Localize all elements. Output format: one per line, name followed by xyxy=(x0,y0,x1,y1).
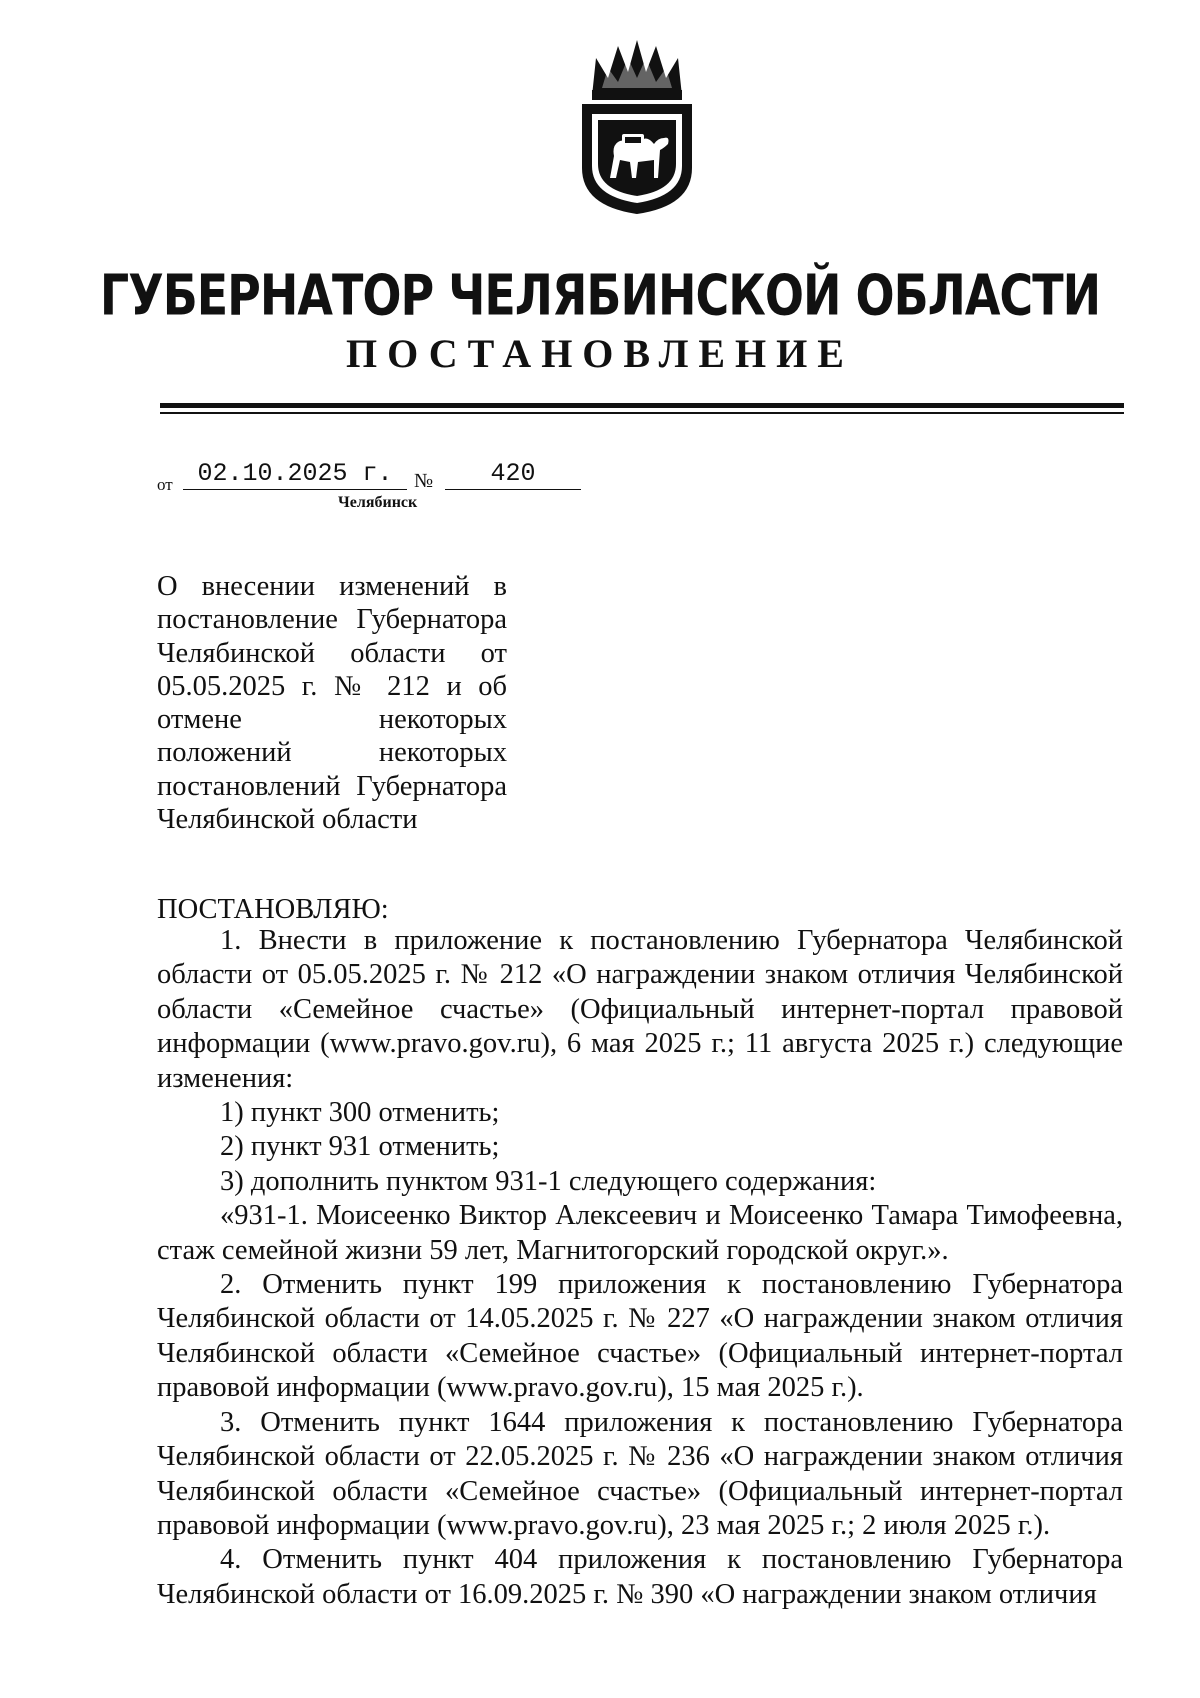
paragraph: «931-1. Моисеенко Виктор Алексеевич и Моисеенко Тамара Тимофеевна, стаж семейной жизни 59 лет, Магнитогорский городской округ.». xyxy=(157,1200,1123,1266)
paragraph: 3. Отменить пункт 1644 приложения к постановлению Губернатора Челябинской области от 22.05.2025 г. № 236 «О награждении знаком отличия Челябинской области «Семейное счастье» (Официальный интернет-портал правовой информации (www.pravo.gov.ru), 23 мая 2025 г.; 2 июля 2025 г.). xyxy=(157,1406,1123,1541)
paragraph: 2. Отменить пункт 199 приложения к постановлению Губернатора Челябинской области от 14.05.2025 г. № 227 «О награждении знаком отличия Челябинской области «Семейное счастье» (Официальный интернет-портал правовой информации (www.pravo.gov.ru), 15 мая 2025 г.). xyxy=(157,1269,1123,1404)
document-number: 420 xyxy=(445,459,581,490)
header-rule-thin xyxy=(160,412,1124,414)
resolve-heading: ПОСТАНОВЛЯЮ: xyxy=(157,894,389,925)
paragraph: 3) дополнить пунктом 931-1 следующего содержания: xyxy=(220,1165,877,1197)
header-rule-thick xyxy=(160,403,1124,408)
number-label: № xyxy=(414,470,434,492)
document-date: 02.10.2025 г. xyxy=(183,459,407,490)
document-city: Челябинск xyxy=(338,494,418,511)
paragraph: 2) пункт 931 отменить; xyxy=(220,1131,500,1163)
document-body xyxy=(157,924,1123,1612)
document-type: ПОСТАНОВЛЕНИЕ xyxy=(346,331,854,376)
authority-title: ГУБЕРНАТОР ЧЕЛЯБИНСКОЙ ОБЛАСТИ xyxy=(99,262,1101,328)
document-subject: О внесении изменений в постановление Губернатора Челябинской области от 05.05.2025 г. № 212 и об отмене некоторых положений некоторых постановлений Губернатора Челябинской области xyxy=(157,571,507,836)
paragraph: 1. Внести в приложение к постановлению Губернатора Челябинской области от 05.05.2025 г. № 212 «О награждении знаком отличия Челябинской области «Семейное счастье» (Официальный интернет-портал правовой информации (www.pravo.gov.ru), 6 мая 2025 г.; 11 августа 2025 г.) следующие изменения: xyxy=(157,925,1123,1094)
paragraph: 1) пункт 300 отменить; xyxy=(220,1097,500,1129)
coat-of-arms-icon xyxy=(562,38,712,216)
date-prefix: от xyxy=(157,475,173,494)
paragraph: 4. Отменить пункт 404 приложения к постановлению Губернатора Челябинской области от 16.09.2025 г. № 390 «О награждении знаком отличия xyxy=(157,1544,1123,1610)
